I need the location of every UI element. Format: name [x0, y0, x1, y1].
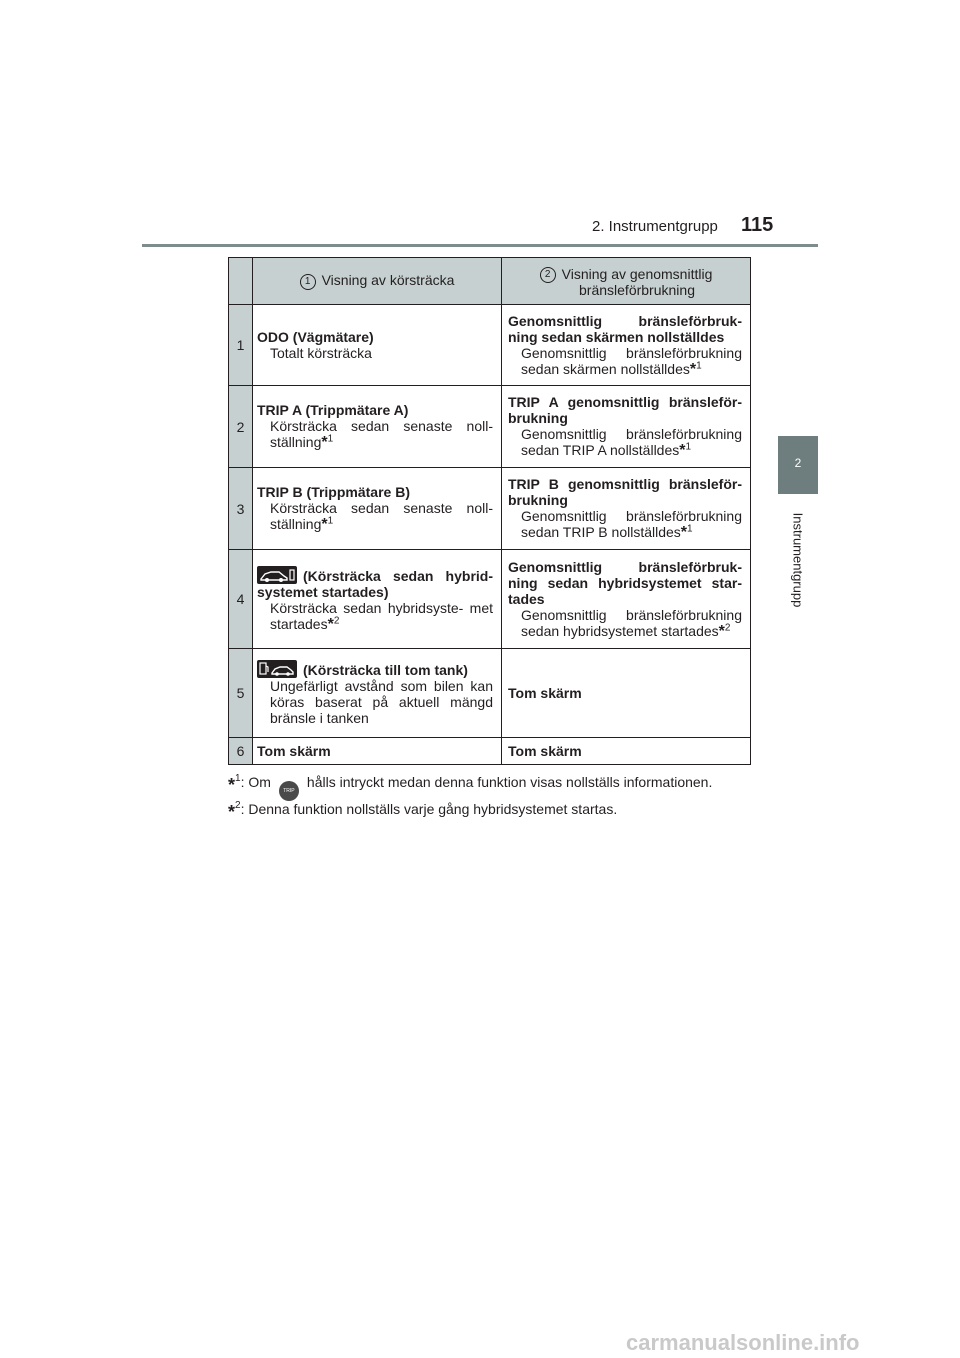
cell-description: Totalt körsträcka: [270, 345, 372, 361]
row-number: 1: [229, 305, 253, 386]
cell-title: Tom skärm: [508, 743, 582, 759]
footnote-marker: 2: [724, 621, 731, 633]
display-table: [228, 257, 751, 765]
table-header-row: [229, 258, 751, 305]
cell-title: (Körsträcka till tom tank): [257, 660, 493, 678]
watermark: carmanualsonline.info: [626, 1330, 860, 1355]
header-distance-display: [253, 258, 502, 305]
footnote-marker: 1: [327, 515, 334, 527]
right-cell: [502, 468, 751, 550]
left-cell: [253, 386, 502, 468]
row-number: 5: [229, 649, 253, 738]
cell-title: TRIP A genomsnittlig bränsleför- brukning: [508, 394, 742, 426]
header-fuel-display: [502, 258, 751, 305]
trip-button-icon: TRIP: [279, 781, 299, 801]
cell-title: (Körsträcka sedan hybrid- systemet startades): [257, 567, 493, 600]
header-label-group: [540, 266, 713, 298]
header-label: Visning av genomsnittlig bränsleförbrukning: [561, 266, 713, 298]
chapter-tab-number: 2: [794, 456, 802, 470]
footnote-marker: 2: [333, 614, 340, 626]
left-cell: [253, 738, 502, 765]
fuel-pump-car-icon: [257, 660, 297, 678]
cell-description: Ungefärligt avstånd som bilen kan köras baserat på aktuell mängd bränsle i tanken: [270, 678, 493, 726]
table-row: [229, 305, 751, 386]
row-number: 3: [229, 468, 253, 550]
cell-title: ODO (Vägmätare): [257, 329, 374, 345]
page-number: 115: [741, 214, 774, 236]
cell-description: Genomsnittlig bränsleförbrukning sedan hybridsystemet startades*$^2$: [521, 606, 742, 640]
left-cell: [253, 649, 502, 738]
cell-title: TRIP B (Trippmätare B): [257, 484, 410, 500]
circled-number-marker: 1: [300, 274, 316, 290]
header-rule: [142, 244, 818, 247]
cell-description: Genomsnittlig bränsleförbrukning sedan TRIP B nollställdes*$^1$: [521, 508, 742, 541]
table-row: [229, 386, 751, 468]
cell-description: Genomsnittlig bränsleförbrukning sedan TRIP A nollställdes*$^1$: [521, 426, 742, 459]
left-cell: [253, 550, 502, 649]
header-label: Visning av körsträcka: [321, 272, 455, 289]
right-cell: [502, 305, 751, 386]
cell-description: Körsträcka sedan senaste noll- ställning*$^1$: [270, 500, 493, 533]
cell-title: Genomsnittlig bränsleförbruk- ning sedan skärmen nollställdes: [508, 312, 742, 345]
footnote-marker: 1: [327, 433, 334, 445]
circled-number-marker: 2: [540, 267, 556, 283]
footnote-marker: 1: [685, 441, 692, 453]
cell-description: Genomsnittlig bränsleförbrukning sedan skärmen nollställdes*$^1$: [521, 344, 742, 378]
footnote-marker: 1: [687, 523, 693, 535]
right-cell: [502, 738, 751, 765]
footnote-marker: 1: [696, 359, 702, 371]
footnote-1: *$^1$: OmTRIPhålls intryckt medan denna funktion visas nollställs informationen.: [228, 773, 712, 801]
row-number: 6: [229, 738, 253, 765]
header-blank-cell: [229, 258, 253, 305]
left-cell: [253, 468, 502, 550]
hybrid-car-icon: [257, 566, 297, 584]
row-number: 4: [229, 550, 253, 649]
cell-title: TRIP A (Trippmätare A): [257, 402, 409, 418]
header-section-title: 2. Instrumentgrupp: [592, 218, 718, 235]
table-row: [229, 738, 751, 765]
chapter-tab-label: Instrumentgrupp: [790, 512, 806, 608]
cell-description: Körsträcka sedan hybridsyste- met startades*$^2$: [270, 599, 493, 633]
row-number: 2: [229, 386, 253, 468]
cell-title: Tom skärm: [508, 685, 582, 701]
cell-title: Genomsnittlig bränsleförbruk- ning sedan hybridsystemet star- tades: [508, 558, 742, 607]
table-row: [229, 468, 751, 550]
left-cell: [253, 305, 502, 386]
cell-title: Tom skärm: [257, 743, 331, 759]
right-cell: [502, 550, 751, 649]
table-row: [229, 550, 751, 649]
footnote-2: *$^2$: Denna funktion nollställs varje gång hybridsystemet startas.: [228, 800, 618, 822]
cell-title: TRIP B genomsnittlig bränsleför- brukning: [508, 476, 742, 508]
cell-description: Körsträcka sedan senaste noll- ställning*$^1$: [270, 418, 493, 451]
table-row: [229, 649, 751, 738]
right-cell: [502, 649, 751, 738]
right-cell: [502, 386, 751, 468]
